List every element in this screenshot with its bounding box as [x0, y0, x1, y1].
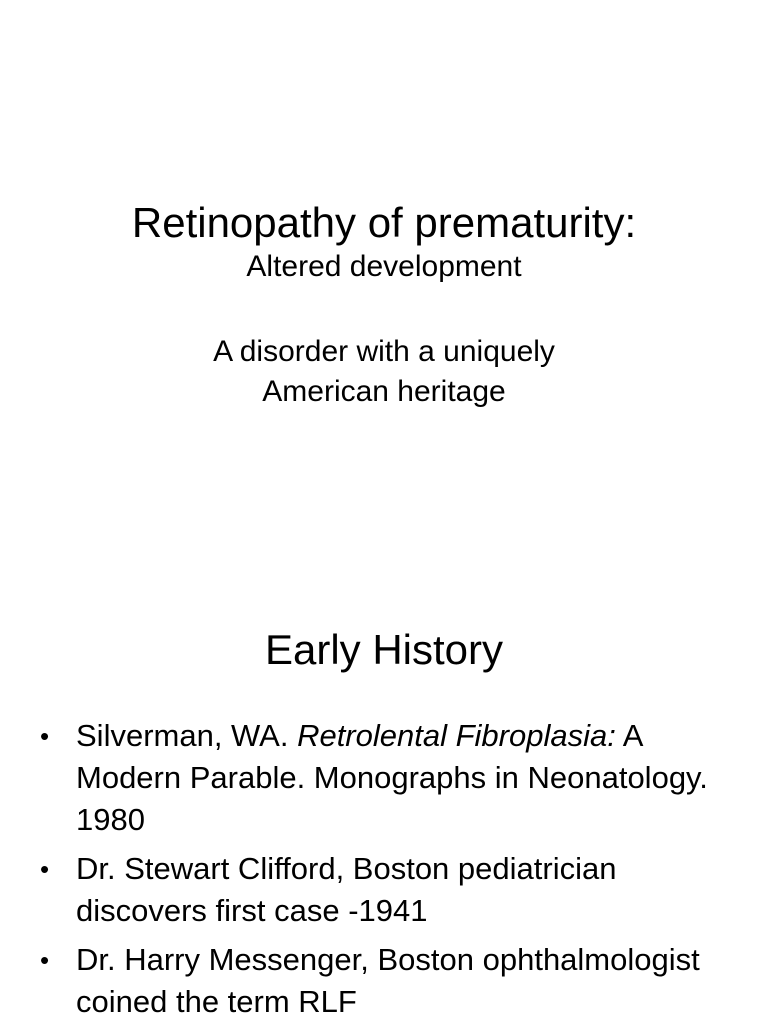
tagline-line-1: A disorder with a uniquely	[213, 335, 555, 368]
bullet-icon: •	[40, 945, 50, 975]
bullet-icon: •	[40, 721, 50, 751]
bullet-list	[40, 715, 738, 1024]
bullet-item	[40, 715, 738, 841]
bullet-text: Dr. Harry Messenger, Boston ophthalmologist coined the term RLF	[76, 942, 700, 1019]
bullet-icon: •	[40, 854, 50, 884]
bullet-item	[40, 848, 738, 932]
spacer	[0, 285, 768, 332]
slide-early-history	[0, 576, 768, 1024]
slide-heading: Early History	[264, 626, 504, 673]
title-block	[0, 197, 768, 412]
bullet-text-start: Silverman, WA.	[76, 718, 298, 753]
bullet-text: Dr. Stewart Clifford, Boston pediatrician discovers first case -1941	[76, 851, 617, 928]
bullet-item	[40, 939, 738, 1023]
tagline-line-2: American heritage	[262, 375, 506, 408]
bullet-text-end: A Modern Parable. Monographs in Neonatology. 1980	[76, 718, 708, 837]
slide-subtitle: Altered development	[246, 250, 522, 283]
bullet-text-italic: Retrolental Fibroplasia:	[297, 718, 616, 753]
slide-title-heading: Retinopathy of prematurity:	[131, 199, 637, 246]
